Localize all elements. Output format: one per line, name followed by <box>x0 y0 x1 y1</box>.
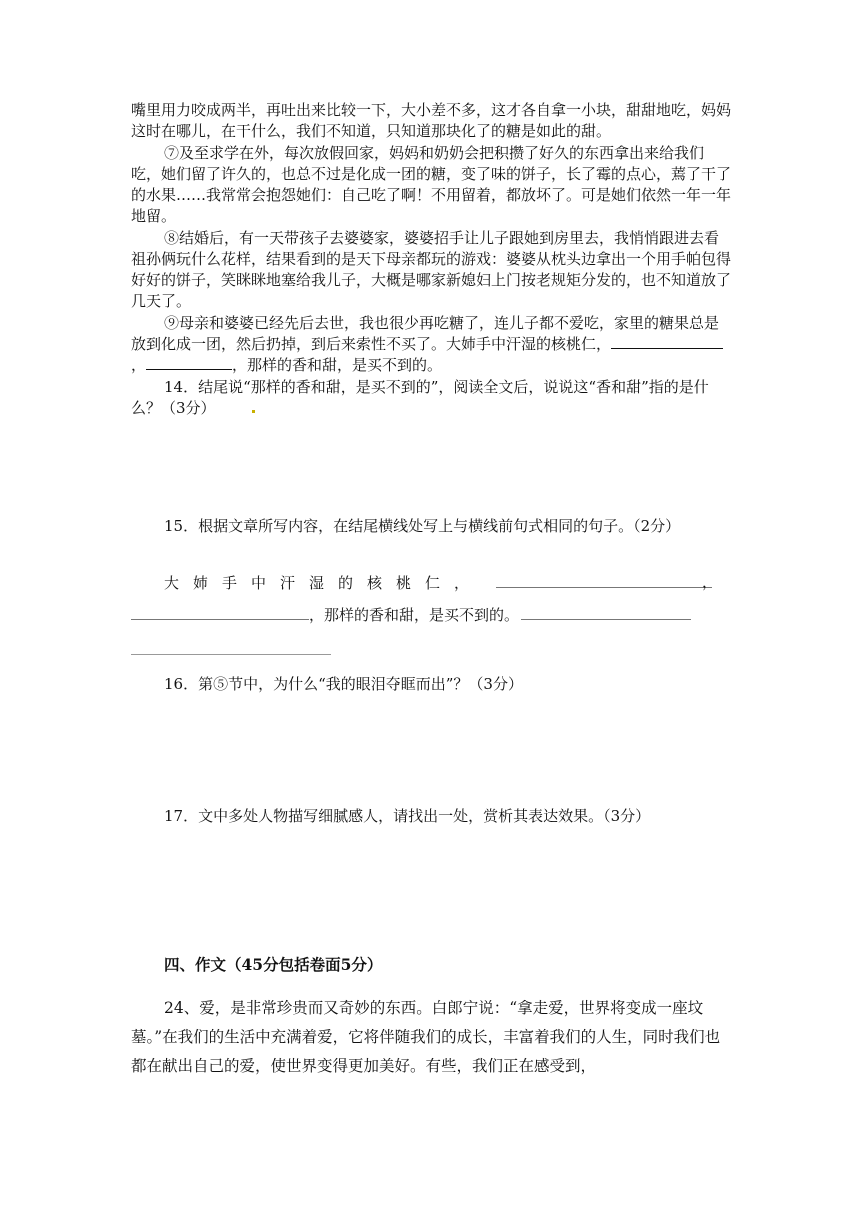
answer-line-3[interactable] <box>521 604 691 620</box>
question-17-text: 17．文中多处人物描写细腻感人，请找出一处，赏析其表达效果。（3分） <box>164 807 651 825</box>
question-14 <box>131 377 731 419</box>
question-15-comma: ， <box>701 573 717 591</box>
answer-line-1[interactable] <box>496 571 712 588</box>
question-14-text: 14．结尾说“那样的香和甜，是买不到的”，阅读全文后，说说这“香和甜”指的是什么？（3分） <box>131 378 709 417</box>
paragraph-9 <box>131 313 731 376</box>
question-16-text: 16．第⑤节中，为什么“我的眼泪夺眶而出”？（3分） <box>164 675 523 693</box>
paragraph-9-ending: ，那样的香和甜，是买不到的。 <box>232 356 443 374</box>
paragraph-9-separator: ， <box>131 356 147 374</box>
question-17 <box>131 806 731 827</box>
question-24-text: 24、爱，是非常珍贵而又奇妙的东西。白郎宁说：“拿走爱，世界将变成一座坟墓。”在我们的生活中充满着爱，它将伴随我们的成长，丰富着我们的人生，同时我们也都在献出自己的爱，使世界变得更加美好。有些，我们正在感受到， <box>131 999 721 1075</box>
question-15-suffix: ，那样的香和甜，是买不到的。 <box>309 606 520 624</box>
paragraph-6-continued: 嘴里用力咬成两半，再吐出来比较一下，大小差不多，这才各自拿一小块，甜甜地吃，妈妈这时在哪儿，在干什么，我们不知道，只知道那块化了的糖是如此的甜。 <box>131 101 732 140</box>
question-15-text: 15．根据文章所写内容，在结尾横线处写上与横线前句式相同的句子。（2分） <box>164 517 681 535</box>
paragraph-9-text: ⑨母亲和婆婆已经先后去世，我也很少再吃糖了，连儿子都不爱吃，家里的糖果总是放到化成一团，然后扔掉，到后来索性不买了。大姉手中汗湿的核桃仁， <box>131 314 720 353</box>
answer-line-2[interactable] <box>131 604 309 620</box>
question-16 <box>131 674 731 695</box>
paragraph-7: ⑦及至求学在外，每次放假回家，妈妈和奶奶会把积攒了好久的东西拿出来给我们吃，她们留了许久的，也总不过是化成一团的糖，变了味的饼子，长了霉的点心，蔫了干了的水果……我常常会抱怨她们：自己吃了啊！不用留着，都放坏了。可是她们依然一年一年地留。 <box>131 144 732 225</box>
stray-mark <box>252 410 255 413</box>
answer-blank-2[interactable] <box>146 355 232 370</box>
question-15-fill-row-1 <box>164 571 731 593</box>
question-15-prompt: 大姉手中汗湿的核桃仁， <box>164 574 484 592</box>
paragraph-8: ⑧结婚后，有一天带孩子去婆婆家，婆婆招手让儿子跟她到房里去，我悄悄跟进去看祖孙俩玩什么花样，结果看到的是天下母亲都玩的游戏：婆婆从枕头边拿出一个用手帕包得好好的饼子，笑眯眯地塞给我儿子，大概是哪家新媳妇上门按老规矩分发的，也不知道放了几天了。 <box>131 229 732 310</box>
section-4-heading: 四、作文（45分包括卷面5分） <box>164 955 383 974</box>
passage <box>131 100 731 419</box>
answer-blank-1[interactable] <box>611 334 723 349</box>
essay-prompt <box>131 994 731 1081</box>
question-15 <box>131 516 731 537</box>
answer-line-4[interactable] <box>131 654 331 655</box>
section-4-heading-wrap <box>131 954 731 975</box>
question-15-fill-row-2 <box>131 604 731 625</box>
